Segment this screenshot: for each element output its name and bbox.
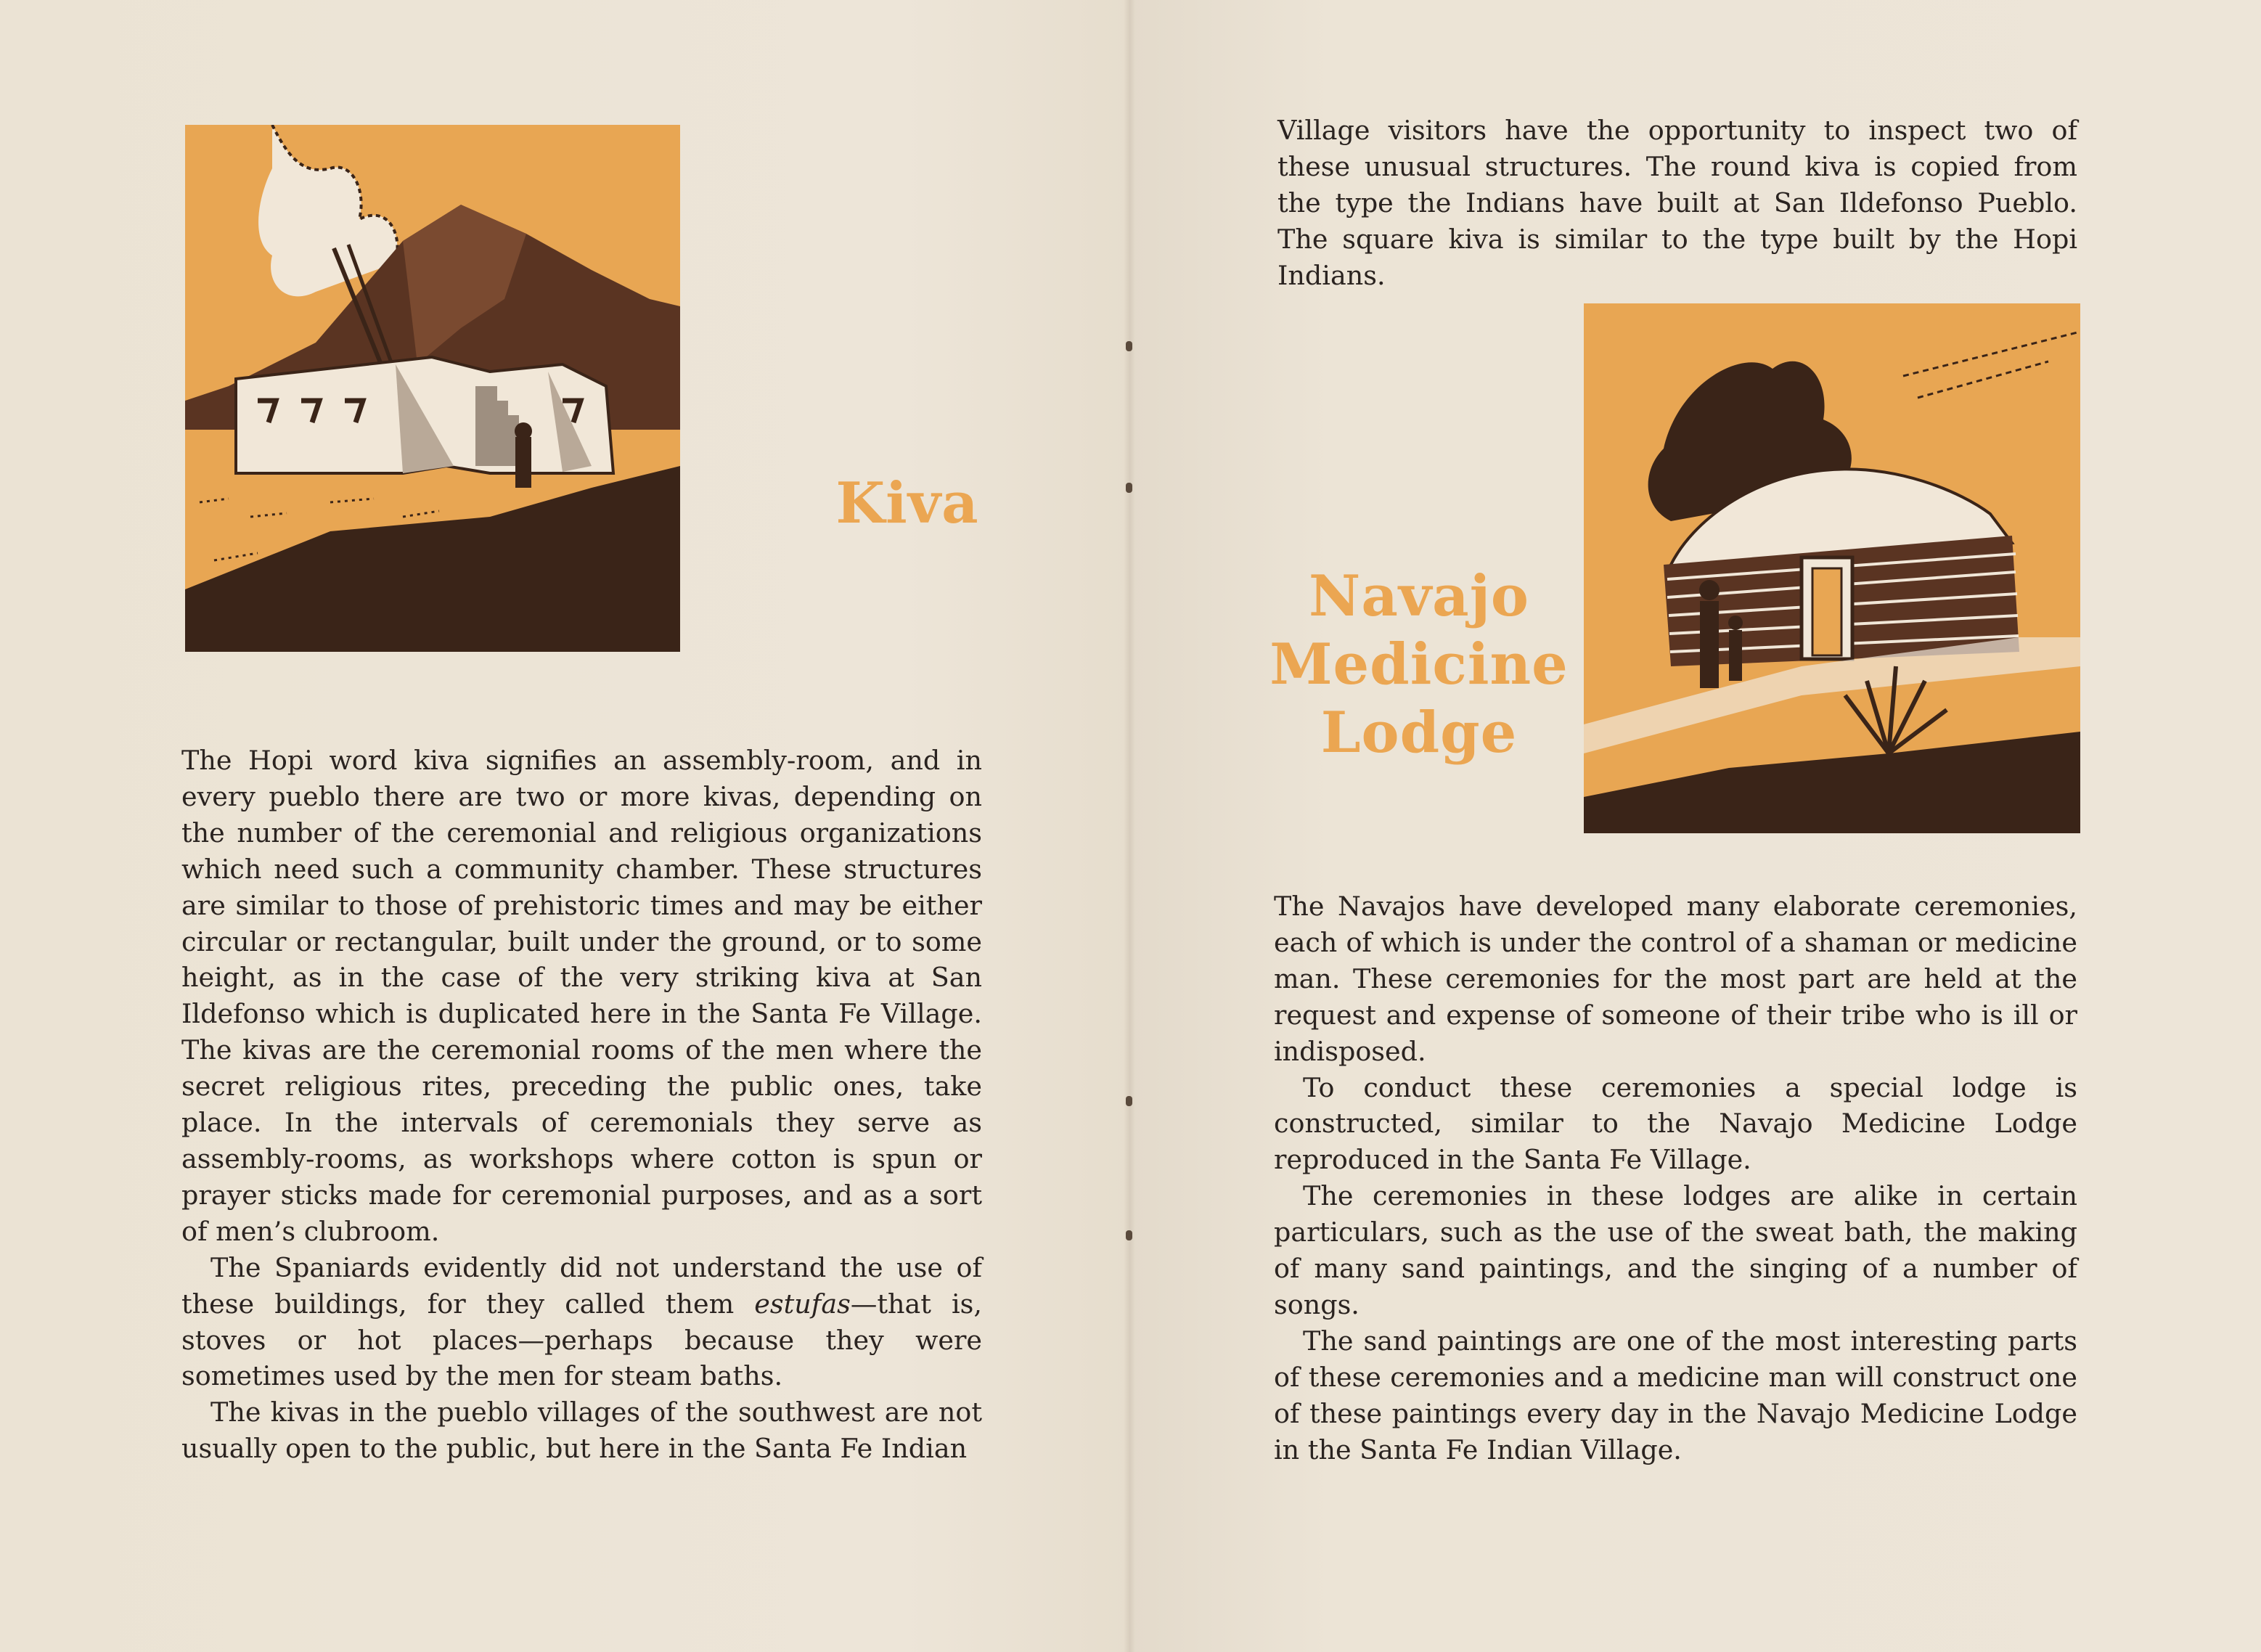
staple-mark xyxy=(1126,1096,1132,1106)
kiva-paragraph xyxy=(181,1394,982,1467)
kiva-paragraph xyxy=(181,1250,982,1395)
title-line: Navajo xyxy=(1309,563,1529,629)
kiva-paragraph xyxy=(181,743,982,1250)
kiva-paragraph-text: The Spaniards evidently did not understand the use of these buildings, for they called them xyxy=(181,1251,982,1320)
book-gutter xyxy=(1124,0,1135,1652)
title-line: Medicine xyxy=(1269,631,1569,698)
kiva-pueblo-illustration xyxy=(185,125,680,652)
navajo-paragraph: The sand paintings are one of the most interesting parts of these ceremonies and a medicine man will construct one of these paintings every day in the Navajo Medicine Lodge in the Santa Fe Indian Village. xyxy=(1274,1325,2077,1465)
navajo-paragraph: The ceremonies in these lodges are alike in certain particulars, such as the use of the sweat bath, the making of many sand paintings, and the singing of a number of songs. xyxy=(1274,1180,2077,1320)
kiva-paragraph-text: —that is, stoves or hot places—perhaps because they were sometimes used by the men for steam baths. xyxy=(181,1288,983,1392)
navajo-lodge-illustration xyxy=(1584,303,2080,833)
navajo-paragraph: To conduct these ceremonies a special lodge is constructed, similar to the Navajo Medicine Lodge reproduced in the Santa Fe Village. xyxy=(1274,1071,2077,1176)
staple-mark xyxy=(1126,341,1132,351)
kiva-title: Kiva xyxy=(835,470,979,536)
kiva-paragraph-text: The kivas in the pueblo villages of the southwest are not usually open to the public, but here in the Santa Fe Indian xyxy=(181,1397,982,1465)
navajo-lodge-description xyxy=(1274,888,2077,1468)
navajo-paragraph: The Navajos have developed many elaborate ceremonies, each of which is under the control of a shaman or medicine man. These ceremonies for the most part are held at the request and expense of someone of their tribe who is ill or indisposed. xyxy=(1274,891,2077,1067)
staple-mark xyxy=(1126,1230,1132,1240)
staple-mark xyxy=(1126,483,1132,493)
title-line: Lodge xyxy=(1320,700,1518,766)
navajo-lodge-title xyxy=(1263,563,1575,767)
kiva-paragraph-text: The Hopi word kiva signifies an assembly-room, and in every pueblo there are two or more kivas, depending on the number of the ceremonial and religious organizations which need such a community chamber. These structures are similar to those of prehistoric times and may be either circular or rectangular, built under the ground, or to some height, as in the case of the very striking kiva at San Ildefonso which is duplicated here in the Santa Fe Village. The kivas are the ceremonial rooms of the men where the secret religious rites, preceding the public ones, take place. In the intervals of ceremonials they serve as assembly-rooms, as workshops where cotton is spun or prayer sticks made for ceremonial purposes, and as a sort of men’s clubroom. xyxy=(181,745,982,1247)
kiva-description xyxy=(181,743,982,1467)
estufas-emphasis: estufas xyxy=(754,1288,851,1320)
village-intro-text: Village visitors have the opportunity to inspect two of these unusual structures. The round kiva is copied from the type the Indians have built at San Ildefonso Pueblo. The square kiva is similar to the type built by the Hopi Indians. xyxy=(1277,115,2077,291)
